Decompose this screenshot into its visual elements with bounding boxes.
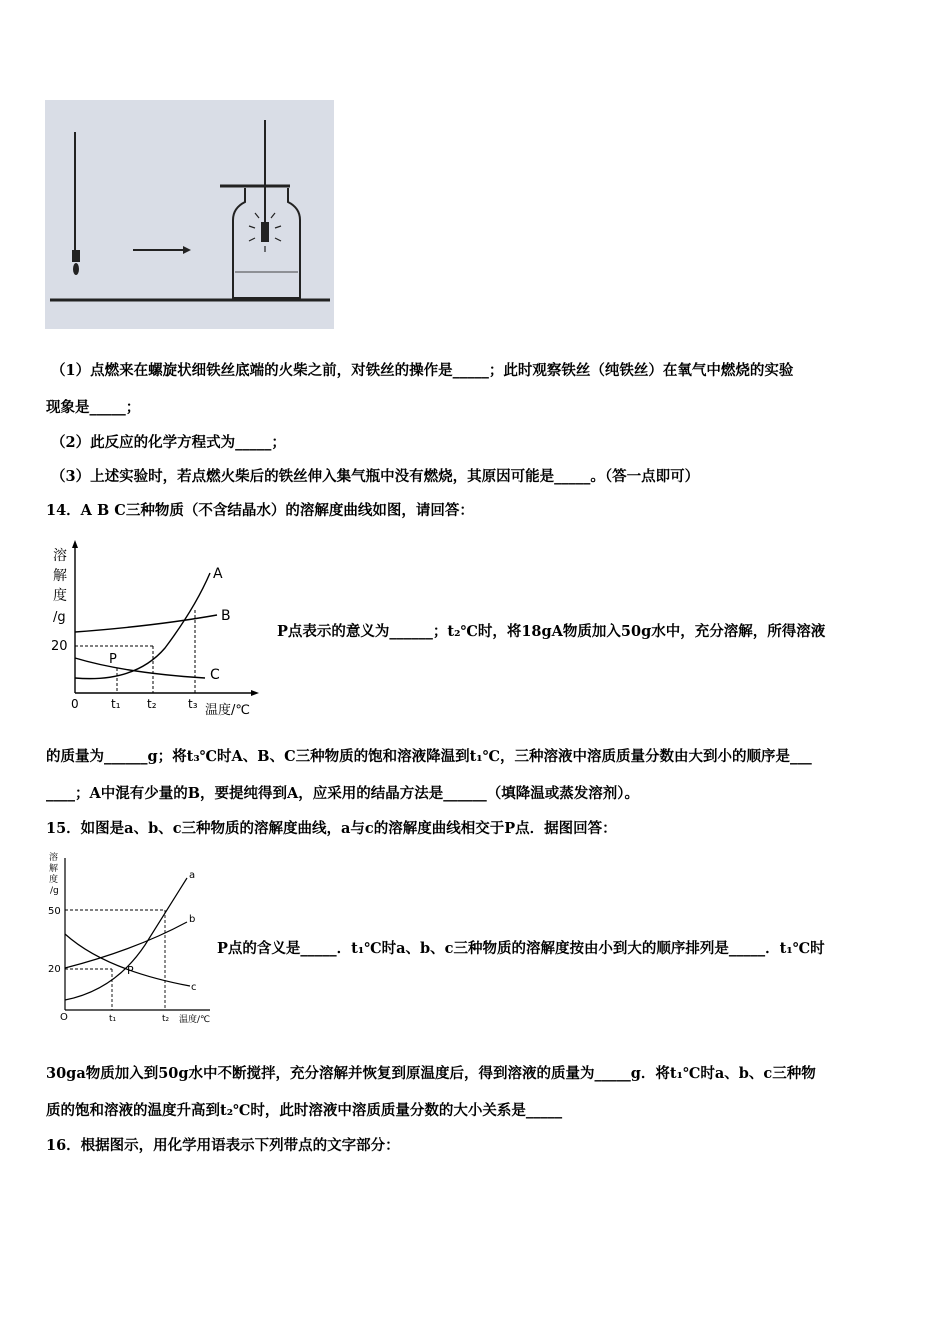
q14-label-c: C xyxy=(210,667,220,683)
q15-stem: 15．如图是a、b、c三种物质的溶解度曲线，a与c的溶解度曲线相交于P点．据图回答： xyxy=(46,820,617,837)
q15-line3: 质的饱和溶液的温度升高到t₂℃时，此时溶液中溶质质量分数的大小关系是_____ xyxy=(46,1102,563,1119)
q14-ytick-20: 20 xyxy=(51,639,68,654)
q15-ytick-20: 20 xyxy=(48,964,61,975)
q13-part3: （3）上述实验时，若点燃火柴后的铁丝伸入集气瓶中没有燃烧，其原因可能是_____。（答一点即可） xyxy=(51,468,700,485)
q15-label-a: a xyxy=(189,870,196,881)
q15-xtick-t2: t₂ xyxy=(162,1014,170,1024)
q14-ylabel-2: 解 xyxy=(53,568,67,584)
q14-stem: 14．A B C三种物质（不含结晶水）的溶解度曲线如图，请回答： xyxy=(46,502,474,519)
q13-part1-line2: 现象是_____； xyxy=(46,399,141,416)
q14-solubility-chart xyxy=(45,538,270,718)
q14-ylabel-1: 溶 xyxy=(53,548,67,564)
q13-part1-line1: （1）点燃来在螺旋状细铁丝底端的火柴之前，对铁丝的操作是_____；此时观察铁丝（纯铁丝）在氧气中燃烧的实验 xyxy=(51,362,794,379)
q14-origin: 0 xyxy=(71,697,79,711)
q14-label-a: A xyxy=(213,566,223,582)
q13-part2: （2）此反应的化学方程式为_____； xyxy=(51,434,286,451)
q14-line2: 的质量为______g；将t₃℃时A、B、C三种物质的饱和溶液降温到t₁℃，三种溶液中溶质质量分数由大到小的顺序是___ xyxy=(46,748,812,765)
q15-xlabel: 温度/℃ xyxy=(179,1015,211,1025)
q15-origin: O xyxy=(60,1012,68,1023)
q15-ylabel-1: 溶 xyxy=(49,853,59,863)
q15-ytick-50: 50 xyxy=(48,906,61,917)
q14-solubility-svg xyxy=(45,538,270,718)
q15-label-p: P xyxy=(127,964,134,977)
q14-xtick-t2: t₂ xyxy=(147,697,157,711)
q14-curve-b xyxy=(75,615,217,632)
q15-ylabel-2: 解 xyxy=(49,864,59,874)
q15-line2: 30ga物质加入到50g水中不断搅拌，充分溶解并恢复到原温度后，得到溶液的质量为_____g．将t₁℃时a、b、c三种物 xyxy=(46,1065,816,1082)
iron-combustion-illustration xyxy=(45,100,334,329)
q15-curve-b xyxy=(65,922,187,968)
q15-solubility-svg xyxy=(45,850,225,1028)
q15-solubility-chart xyxy=(45,850,225,1028)
q15-ylabel-3: 度 xyxy=(49,875,59,885)
q15-xtick-t1: t₁ xyxy=(109,1014,117,1024)
q14-xtick-t3: t₃ xyxy=(188,697,198,711)
q15-label-c: c xyxy=(191,982,197,993)
q15-ylabel-4: /g xyxy=(50,886,59,896)
q14-label-p: P xyxy=(109,652,117,667)
q15-label-b: b xyxy=(189,914,196,925)
q14-label-b: B xyxy=(221,608,231,624)
q16-stem: 16．根据图示，用化学用语表示下列带点的文字部分： xyxy=(46,1137,400,1154)
q15-side-text: P点的含义是_____．t₁℃时a、b、c三种物质的溶解度按由小到大的顺序排列是_____．t₁℃时 xyxy=(217,940,825,957)
q14-side-text: P点表示的意义为______；t₂℃时，将18gA物质加入50g水中，充分溶解，所得溶液 xyxy=(277,623,826,640)
q14-ylabel-4: /g xyxy=(53,610,66,625)
q14-line3: ____；A中混有少量的B，要提纯得到A，应采用的结晶方法是______（填降温或蒸发溶剂）。 xyxy=(46,785,640,802)
q15-curve-c xyxy=(65,934,190,986)
q14-xlabel: 温度/℃ xyxy=(205,703,250,718)
q14-xtick-t1: t₁ xyxy=(111,697,121,711)
q14-ylabel-3: 度 xyxy=(53,588,67,604)
iron-combustion-figure xyxy=(45,100,334,329)
